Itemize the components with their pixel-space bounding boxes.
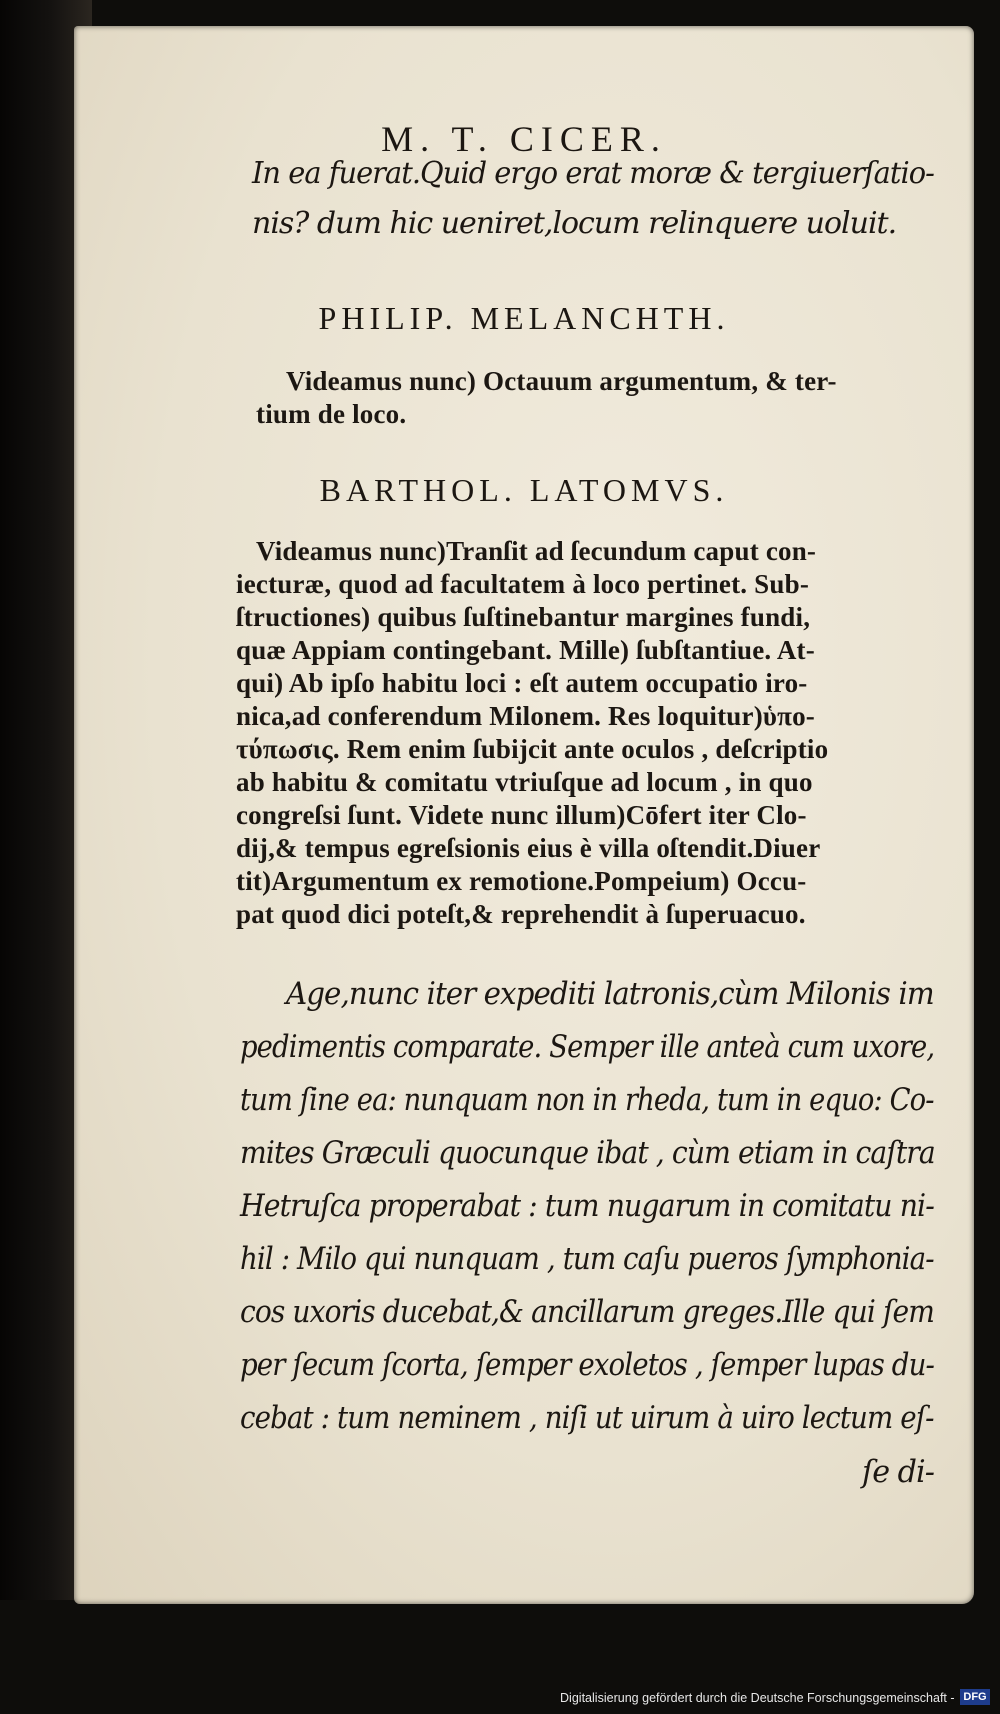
digitization-credit: Digitalisierung gefördert durch die Deutsche Forschungsgemeinschaft - bbox=[560, 1690, 955, 1705]
text-line: dij,& tempus egreſsionis eius è villa oſtendit.Diuer bbox=[236, 833, 821, 863]
text-line: nis? dum hic ueniret,locum relinquere uoluit. bbox=[252, 206, 897, 241]
text-line: Videamus nunc)Tranſit ad ſecundum caput con- bbox=[256, 536, 817, 566]
text-line: Hetruſca properabat : tum nugarum in comitatu ni- bbox=[240, 1188, 934, 1224]
text-line: quæ Appiam contingebant. Mille) ſubſtantiue. At- bbox=[236, 635, 815, 665]
section-heading: PHILIP. MELANCHTH. bbox=[318, 300, 730, 336]
text-line: iecturæ, quod ad facultatem à loco pertinet. Sub- bbox=[236, 569, 810, 599]
book-page bbox=[74, 26, 974, 1604]
text-line: Age,nunc iter expediti latronis,cùm Milonis im bbox=[286, 976, 934, 1012]
text-line: τύπωσις. Rem enim ſubijcit ante oculos , deſcriptio bbox=[236, 734, 829, 764]
section-heading: BARTHOL. LATOMVS. bbox=[319, 472, 729, 508]
text-line: tium de loco. bbox=[256, 399, 407, 429]
text-line: tit)Argumentum ex remotione.Pompeium) Occu- bbox=[236, 866, 807, 896]
dfg-logo: DFG bbox=[960, 1689, 990, 1705]
text-line: pat quod dici poteſt,& reprehendit à ſuperuacuo. bbox=[236, 899, 806, 929]
text-line: In ea fuerat.Quid ergo erat moræ & tergiuerſatio- bbox=[252, 156, 934, 191]
text-line: ab habitu & comitatu vtriuſque ad locum , in quo bbox=[236, 767, 813, 797]
text-line: hil : Milo qui nunquam , tum caſu pueros ſymphonia- bbox=[240, 1241, 934, 1277]
text-line: nica,ad conferendum Milonem. Res loquitur)ὑπο- bbox=[236, 701, 815, 731]
catchword: ſe di- bbox=[862, 1454, 934, 1490]
text-line: cebat : tum neminem , niſi ut uirum à uiro lectum eſ- bbox=[240, 1400, 934, 1436]
text-line: ſtructiones) quibus ſuſtinebantur margines fundi, bbox=[236, 602, 811, 632]
text-line: congreſsi ſunt. Videte nunc illum)Cōfert iter Clo- bbox=[236, 800, 807, 830]
text-line: Videamus nunc) Octauum argumentum, & ter- bbox=[286, 366, 837, 396]
text-line: mites Græculi quocunque ibat , cùm etiam in caſtra bbox=[240, 1135, 935, 1171]
running-head: M. T. CICER. bbox=[381, 119, 667, 159]
text-line: cos uxoris ducebat,& ancillarum greges.Ille qui ſem bbox=[240, 1294, 934, 1330]
text-line: per ſecum ſcorta, ſemper exoletos , ſemper lupas du- bbox=[240, 1347, 934, 1383]
text-line: tum ſine ea: nunquam non in rheda, tum in equo: Co- bbox=[240, 1082, 934, 1118]
text-line: pedimentis comparate. Semper ille anteà cum uxore, bbox=[240, 1029, 935, 1065]
text-line: qui) Ab ipſo habitu loci : eſt autem occupatio iro- bbox=[236, 668, 808, 698]
